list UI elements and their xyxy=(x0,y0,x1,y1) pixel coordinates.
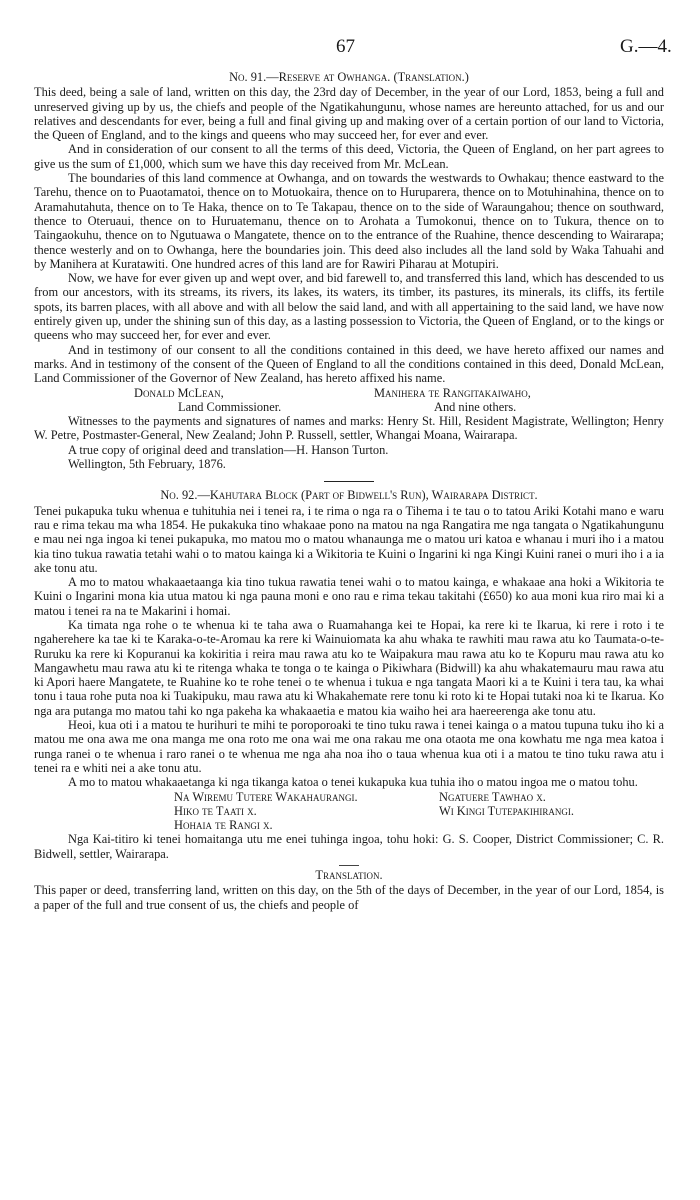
deed-91-true-copy: A true copy of original deed and translation—H. Hanson Turton. xyxy=(68,442,389,457)
deed-92-paragraph-5: A mo to matou whakaaetanga ki nga tikanga katoa o tenei kukapuka kua tuhia iho o matou ingoa me o matou tohu. xyxy=(68,775,638,790)
signature-wiremu: Na Wiremu Tutere Wakahaurangi. xyxy=(174,789,358,804)
deed-91-heading: No. 91.—Reserve at Owhanga. (Translation.) xyxy=(229,70,469,84)
signature-mclean-title: Land Commissioner. xyxy=(178,399,282,414)
deed-92-heading: No. 92.—Kahutara Block (Part of Bidwell's Run), Wairarapa District. xyxy=(160,488,538,503)
deed-91-paragraph-1: This deed, being a sale of land, written on this day, the 23rd day of December, in the year of our Lord, 1853, being a full and unreserved giving up by us, the chiefs and people of the Ngatikahungunu, whose names are hereunto attached, for us and our relatives and descendants for ever, being a full and final giving up and making over of a certain portion of our land to Victoria, the Queen of England, and to the kings and queens who may succeed her, for ever and ever. xyxy=(34,85,664,143)
page-number: 67 xyxy=(336,36,355,57)
signature-others: And nine others. xyxy=(434,399,517,414)
document-reference: G.—4. xyxy=(620,36,672,57)
signature-mclean: Donald McLean, xyxy=(134,385,224,400)
deed-91-paragraph-4: Now, we have for ever given up and wept over, and bid farewell to, and transferred this land, which has descended to us from our ancestors, with its streams, its rivers, its lakes, its waters, its timber, its pastures, its minerals, its cliffs, its fertile spots, its barren places, with all above and with all below the said land, and with all appertaining to the said land, we have now entirely given up, under the shining sun of this day, as a lasting possession to Victoria, the Queen of England, or to the kings or queens who may succeed her, for ever and ever. xyxy=(34,271,664,343)
translation-heading: Translation. xyxy=(315,868,383,883)
deed-91-paragraph-2: And in consideration of our consent to all the terms of this deed, Victoria, the Queen of England, on her part agrees to give us the sum of £1,000, which sum we have this day received from Mr. McLean. xyxy=(34,142,664,171)
signature-wi-kingi: Wi Kingi Tutepakihirangi. xyxy=(439,803,574,818)
translation-paragraph-1: This paper or deed, transferring land, written on this day, on the 5th of the days of December, in the year of our Lord, 1854, is a paper of the full and true consent of us, the chiefs and people of xyxy=(34,883,664,912)
deed-92-witnesses: Nga Kai-titiro ki tenei homaitanga utu me enei tuhinga ingoa, tohu hoki: G. S. Cooper, District Commissioner; C. R. Bidwell, settler, Wairarapa. xyxy=(34,832,664,861)
deed-92-signatures xyxy=(174,790,634,833)
signature-hiko: Hiko te Taati x. xyxy=(174,803,257,818)
section-divider xyxy=(324,481,374,482)
document-body xyxy=(34,70,664,912)
signature-manihera: Manihera te Rangitakaiwaho, xyxy=(374,385,531,400)
deed-92-paragraph-1: Tenei pukapuka tuku whenua e tuhituhia nei i tenei ra, i te rima o nga ra o Tihema i te tau o to tatou Ariki Kotahi mano e waru rau e rima tekau ma wha 1854. He pukakuka tino whakaae pono na matou na nga Rangatira me nga tangata o Ngatikahungunu e mau nei nga ingoa ki tenei pukapuka, mo matou mo o matou whanaunga me o matou uri katoa e whanau i muri iho i a matou kia tino tukua rawatia tetahi wahi o to matou kainga ki a Wikitoria te Kuini o Ingarini ki nga Kingi Kuini ranei o muri iho i a ia ake tonu atu. xyxy=(34,503,665,575)
deed-91-witnesses: Witnesses to the payments and signatures of names and marks: Henry St. Hill, Resident Magistrate, Wellington; Henry W. Petre, Postmaster-General, New Zealand; John P. Russell, settler, Whangai Moana, Wairarapa. xyxy=(34,414,664,443)
deed-91-signatures xyxy=(134,386,614,415)
small-divider xyxy=(339,865,359,866)
deed-91-paragraph-3: The boundaries of this land commence at Owhanga, and on towards the westwards to Owhakau; thence eastward to the Tarehu, thence on to Puaotamatoi, thence on to Motuokaira, thence on to Huruparera, thence on to Motuhinahina, thence on to Aramahutahuta, thence on to Te Haka, thence on to Te Takapau, thence on to the side of Waraungahou; thence on southward, thence to Oteruaui, thence on to Huruatemanu, thence on to Arohata a Tumokonui, thence on to Tukura, thence on to Taingaokuhu, thence on to Ngutuawa o Mangatete, thence on to the entrance of the Ruahine, thence descending to Wairarapa; thence westerly and on to Owhanga, here the boundaries join. This deed also includes all the land sold by Waka Tahuahi and by Manihera at Kuratawiti. One hundred acres of this land are for Rawiri Piharau at Motupiri. xyxy=(34,171,664,271)
deed-92-paragraph-4: Heoi, kua oti i a matou te hurihuri te mihi te poroporoaki te tino tuku rawa i tenei kainga o a matou tupuna tuku iho ki a matou me ona awa me ona manga me ona roto me ona wai me ona rakau me ona otaota me ona kowhatu me nga mea katoa i runga ranei o te whenua i raro ranei o te whenua me nga aha noa iho o taua whenua kua oti i a matou te tino tuku rawa atu i tenei ra e whiti nei a ake tonu atu. xyxy=(34,718,664,775)
deed-92-paragraph-3: Ka timata nga rohe o te whenua ki te taha awa o Ruamahanga kei te Hopai, ka rere ki te Ikarua, ki rere i roto i te ngaherehere ka tae ki te Karaka-o-te-Aromau ka rere ki Wainuiomata ka ahu whaka te rawhiti mau rawa atu ko Taumata-o-te-Ruruku ka rere ki Kopuranui ka kokiritia i reira mau rawa atu ko te Waipakura mau rawa atu ko te Kopuru mau rawa atu ko Mangawhetu mau rawa atu ki te ritenga whaka te tonga o te kainga o Pikiwhara (Bidwill) ka ahu whakatemauru mau rawa atu ki Apori haere Mangatete, te Ruahine ko te rohe tenei o te whenua i tukua e nga tangata Maori ki a te Kuini i tera tau, ka whai tonu i taua rohe puta noa ki Tuakipuku, mau rawa atu ki Whakahemate rere tonu ki roto ki te Hopai tutaki noa ki te Ikarua. Ko nga ara putanga mo matou tahi ko nga pakeha ka whakaaetia e matou kia waiho hei ara haereerenga ake tonu atu. xyxy=(34,617,664,718)
signature-hohaia: Hohaia te Rangi x. xyxy=(174,818,273,833)
deed-91-paragraph-5: And in testimony of our consent to all the conditions contained in this deed, we have hereto affixed our names and marks. And in testimony of the consent of the Queen of England to all the conditions contained in this deed, Donald McLean, Land Commissioner of the Governor of New Zealand, has hereto affixed his name. xyxy=(34,342,664,386)
deed-92-paragraph-2: A mo to matou whakaaetaanga kia tino tukua rawatia tenei wahi o to matou kainga, e whakaae ana hoki a Wikitoria te Kuini o Ingarini mona kia utua matou ki nga pauna moni e ono rau e rima tekau takitahi (£650) ko aua moni kua riro mai ki a matou i tenei ra na te Makarini i homai. xyxy=(34,575,664,618)
deed-91-dateline: Wellington, 5th February, 1876. xyxy=(68,457,226,472)
signature-ngatuere: Ngatuere Tawhao x. xyxy=(439,789,546,804)
